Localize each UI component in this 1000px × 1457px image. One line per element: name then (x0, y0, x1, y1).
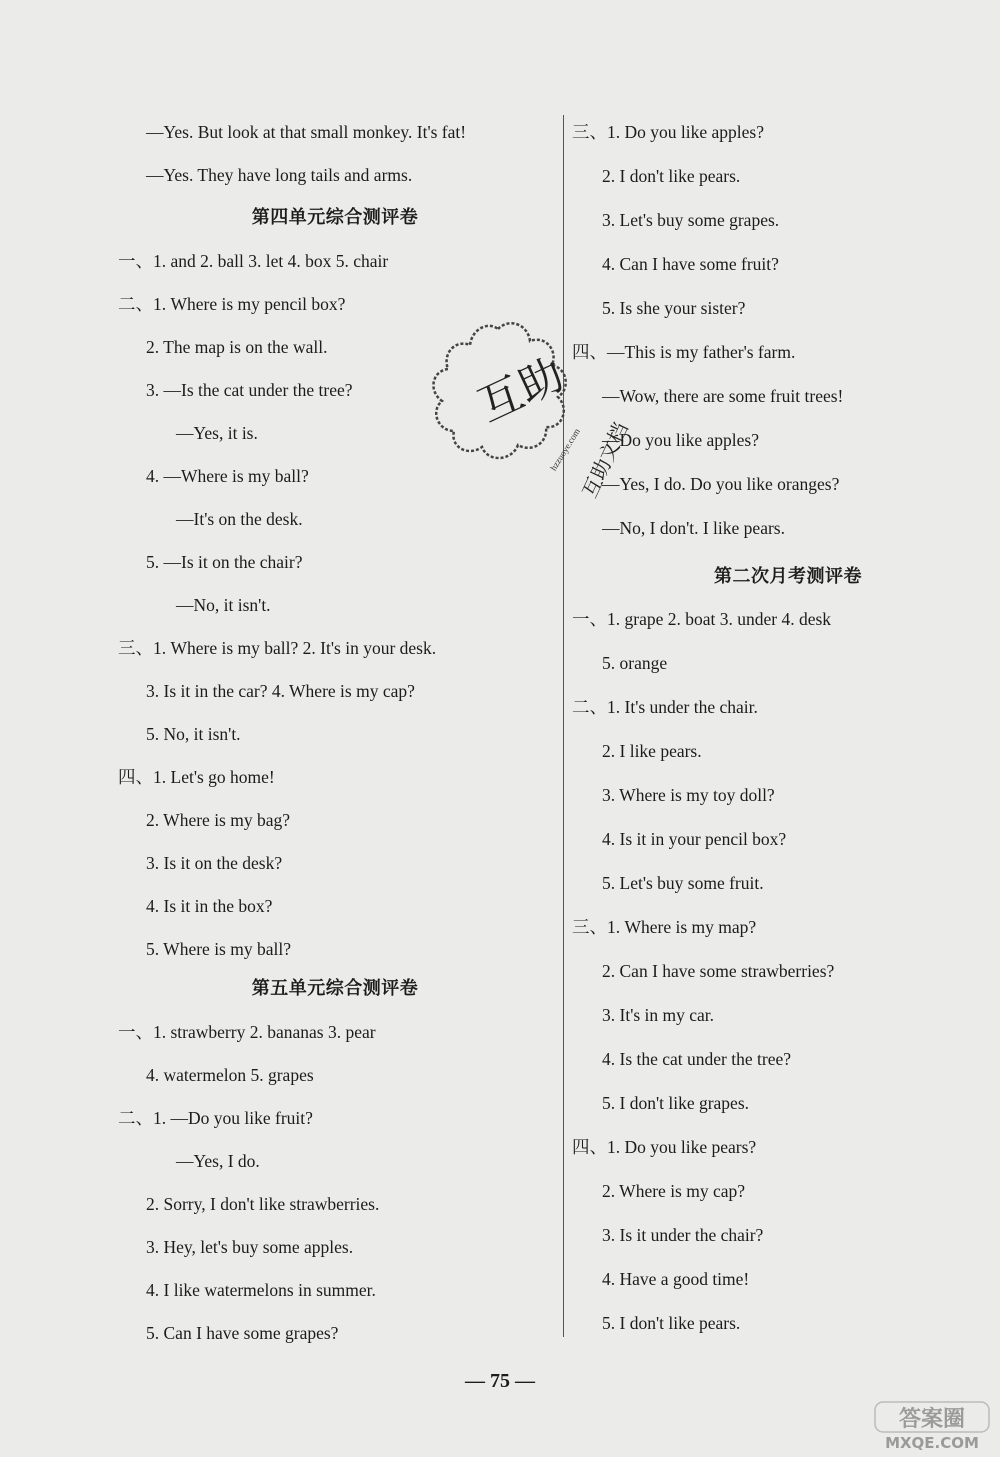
answer-line: 二、1. It's under the chair. (572, 697, 758, 717)
answer-line: 5. —Is it on the chair? (146, 552, 303, 572)
answer-line: —Do you like apples? (602, 430, 759, 450)
answer-line: 5. Where is my ball? (146, 939, 291, 959)
answer-line: —Yes. They have long tails and arms. (146, 165, 413, 185)
answer-line: 四、1. Let's go home! (118, 767, 275, 787)
answer-line: —No, I don't. I like pears. (602, 518, 785, 538)
answer-line: 5. I don't like grapes. (602, 1093, 750, 1113)
answer-line: 3. Is it in the car? 4. Where is my cap? (146, 681, 415, 701)
answer-line: 三、1. Where is my ball? 2. It's in your desk. (118, 638, 437, 658)
stamp-url: hzzuoye.com (548, 426, 582, 473)
answer-line: 2. Sorry, I don't like strawberries. (146, 1194, 380, 1214)
column-divider (563, 115, 564, 1337)
answer-line: 三、1. Do you like apples? (572, 122, 764, 142)
answer-line: —Wow, there are some fruit trees! (602, 386, 844, 406)
answer-line: 5. Can I have some grapes? (146, 1323, 339, 1343)
answer-line: 3. Hey, let's buy some apples. (146, 1237, 354, 1257)
answer-line: 四、—This is my father's farm. (572, 342, 796, 362)
answer-line: 3. Let's buy some grapes. (602, 210, 780, 230)
watermark-stamp (418, 303, 633, 513)
answer-line: 四、1. Do you like pears? (572, 1137, 757, 1157)
stamp-text: 互助 (470, 348, 572, 433)
answer-line: 3. Is it on the desk? (146, 853, 283, 873)
corner-logo (873, 1400, 991, 1452)
answer-line: 2. I don't like pears. (602, 166, 741, 186)
answer-line: 二、1. —Do you like fruit? (118, 1108, 313, 1128)
answer-line: —Yes. But look at that small monkey. It's fat! (146, 122, 467, 142)
answer-line: 5. Is she your sister? (602, 298, 746, 318)
answer-line: 一、1. grape 2. boat 3. under 4. desk (572, 609, 832, 629)
section-title: 第五单元综合测评卷 (251, 978, 419, 999)
section-title: 第四单元综合测评卷 (251, 207, 419, 228)
answer-line: 二、1. Where is my pencil box? (118, 294, 346, 314)
answer-line: 5. I don't like pears. (602, 1313, 741, 1333)
answer-line: 3. Where is my toy doll? (602, 785, 775, 805)
answer-line: 4. watermelon 5. grapes (146, 1065, 314, 1085)
answer-line: 2. The map is on the wall. (146, 337, 328, 357)
answer-line: —Yes, I do. (176, 1151, 260, 1171)
answer-line: 4. Is it in the box? (146, 896, 273, 916)
section-title: 第二次月考测评卷 (714, 566, 862, 587)
answer-line: 4. Have a good time! (602, 1269, 750, 1289)
answer-line: 4. Is it in your pencil box? (602, 829, 787, 849)
answer-line: 5. orange (602, 653, 668, 673)
answer-line: 3. It's in my car. (602, 1005, 715, 1025)
answer-line: 三、1. Where is my map? (572, 917, 757, 937)
answer-line: 4. Is the cat under the tree? (602, 1049, 792, 1069)
logo-main-text: 答案圈 (898, 1407, 966, 1432)
answer-line: 2. Can I have some strawberries? (602, 961, 835, 981)
stamp-caption: 互助文档 (577, 418, 633, 502)
answer-line: 4. —Where is my ball? (146, 466, 309, 486)
answer-line: 一、1. and 2. ball 3. let 4. box 5. chair (118, 251, 389, 271)
answer-line: 2. Where is my bag? (146, 810, 291, 830)
logo-url-text: MXQE.COM (885, 1434, 979, 1452)
answer-line: —Yes, it is. (176, 423, 258, 443)
page-number: — 75 — (465, 1370, 535, 1392)
answer-line: 5. No, it isn't. (146, 724, 241, 744)
answer-line: 3. Is it under the chair? (602, 1225, 764, 1245)
answer-line: 3. —Is the cat under the tree? (146, 380, 353, 400)
answer-line: 一、1. strawberry 2. bananas 3. pear (118, 1022, 376, 1042)
answer-line: 4. Can I have some fruit? (602, 254, 779, 274)
answer-line: 4. I like watermelons in summer. (146, 1280, 376, 1300)
answer-line: 5. Let's buy some fruit. (602, 873, 764, 893)
answer-line: —It's on the desk. (176, 509, 303, 529)
answer-line: 2. I like pears. (602, 741, 702, 761)
answer-line: 2. Where is my cap? (602, 1181, 746, 1201)
answer-line: —No, it isn't. (176, 595, 271, 615)
answer-line: —Yes, I do. Do you like oranges? (602, 474, 840, 494)
